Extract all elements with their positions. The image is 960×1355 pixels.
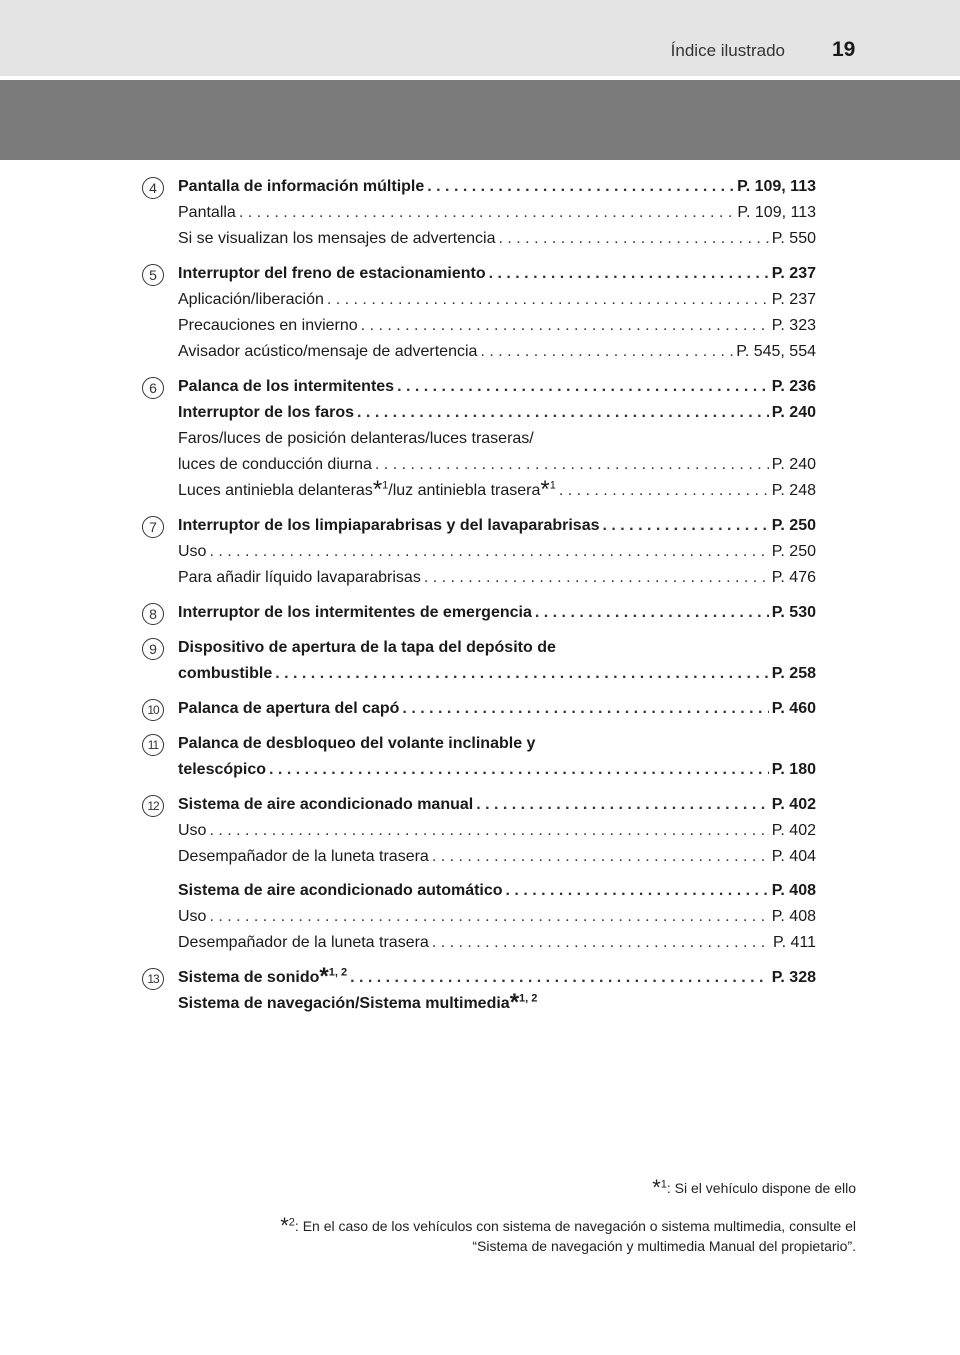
index-entry	[178, 174, 816, 200]
page-reference: P. 530	[771, 604, 816, 621]
index-group	[0, 965, 960, 1017]
index-group	[0, 600, 960, 626]
dot-leader	[427, 174, 734, 200]
index-entry	[178, 200, 816, 226]
page-reference: P. 402	[771, 822, 816, 839]
dot-leader	[506, 878, 769, 904]
entry-title: Faros/luces de posición delanteras/luces traseras/	[178, 430, 534, 447]
footnote-star: *	[540, 476, 550, 503]
footnote-2-text-line1: : En el caso de los vehículos con sistema de navegación o sistema multimedia, consulte el	[294, 1218, 856, 1234]
footnote-star: *	[319, 963, 329, 990]
page-reference: P. 180	[771, 761, 816, 778]
page-reference: P. 408	[771, 908, 816, 925]
index-entry	[178, 696, 816, 722]
entry-title-part: Sistema de navegación/Sistema multimedia	[178, 995, 510, 1012]
footnote-star: *	[652, 1175, 661, 1200]
page-reference: P. 109, 113	[737, 204, 816, 221]
entry-title: combustible	[178, 665, 273, 682]
page-reference: P. 240	[771, 404, 816, 421]
item-number-badge: 6	[142, 377, 164, 399]
entry-title: telescópico	[178, 761, 267, 778]
index-entry	[178, 313, 816, 339]
page-reference: P. 460	[771, 700, 816, 717]
index-entry	[178, 374, 816, 400]
item-number-badge: 13	[142, 968, 164, 990]
dot-leader	[209, 818, 768, 844]
entry-title: Sistema de aire acondicionado automático	[178, 882, 503, 899]
dot-leader	[327, 287, 769, 313]
item-number-badge: 9	[142, 638, 164, 660]
item-number-badge: 8	[142, 603, 164, 625]
index-entry	[178, 635, 816, 661]
index-entry	[178, 844, 816, 870]
index-entry	[178, 757, 816, 783]
index-group	[0, 261, 960, 365]
entry-title: Palanca de los intermitentes	[178, 378, 395, 395]
footnote-ref: 1	[382, 479, 389, 492]
dot-leader	[361, 313, 769, 339]
dot-leader	[357, 400, 769, 426]
item-number-badge: 7	[142, 516, 164, 538]
page-reference: P. 328	[771, 969, 816, 986]
index-entry	[178, 426, 816, 452]
page-reference: P. 404	[771, 848, 816, 865]
index-entry	[178, 991, 816, 1017]
entry-title: Avisador acústico/mensaje de advertencia	[178, 343, 478, 360]
index-entry	[178, 565, 816, 591]
entry-title: Si se visualizan los mensajes de advertencia	[178, 230, 496, 247]
page-header	[0, 0, 960, 76]
item-number-badge: 5	[142, 264, 164, 286]
dot-leader	[402, 696, 768, 722]
index-group	[0, 731, 960, 783]
page-reference: P. 236	[771, 378, 816, 395]
footnote-1-text: : Si el vehículo dispone de ello	[666, 1180, 856, 1196]
entry-title-part: Sistema de sonido	[178, 969, 320, 986]
index-group	[0, 696, 960, 722]
dot-leader	[559, 478, 769, 504]
entry-title: Pantalla de información múltiple	[178, 178, 425, 195]
page-reference: P. 240	[771, 456, 816, 473]
index-entry	[178, 400, 816, 426]
entry-title: Precauciones en invierno	[178, 317, 358, 334]
entry-title: Para añadir líquido lavaparabrisas	[178, 569, 421, 586]
index-entry	[178, 539, 816, 565]
dot-leader	[375, 452, 769, 478]
footnote-star: *	[509, 989, 520, 1016]
index-entry	[178, 818, 816, 844]
entry-title: Palanca de desbloqueo del volante inclinable y	[178, 735, 536, 752]
index-entry	[178, 452, 816, 478]
item-number-badge: 4	[142, 177, 164, 199]
index-entry	[178, 878, 816, 904]
entry-title: Desempañador de la luneta trasera	[178, 934, 429, 951]
footnote-ref: 1	[549, 479, 556, 492]
index-group	[0, 374, 960, 504]
entry-title: Uso	[178, 908, 207, 925]
page-reference: P. 250	[771, 517, 816, 534]
page-reference: P. 250	[771, 543, 816, 560]
dot-leader	[209, 904, 768, 930]
dot-leader	[397, 374, 769, 400]
page-reference: P. 248	[771, 482, 816, 499]
index-entry	[178, 930, 816, 956]
page-reference: P. 408	[771, 882, 816, 899]
item-number-badge: 10	[142, 699, 164, 721]
index-entry	[178, 287, 816, 313]
dot-leader	[476, 792, 769, 818]
dot-leader	[275, 661, 769, 687]
item-number-badge: 11	[142, 734, 164, 756]
entry-title-part: Luces antiniebla delanteras	[178, 482, 373, 499]
page-reference: P. 323	[771, 317, 816, 334]
footnote-1-number: 1	[660, 1178, 667, 1191]
footnote-star: *	[280, 1213, 289, 1238]
dot-leader	[535, 600, 769, 626]
index-entry	[178, 661, 816, 687]
page-number: 19	[832, 38, 856, 61]
index-entry	[178, 731, 816, 757]
dot-leader	[432, 844, 769, 870]
entry-title: Sistema de aire acondicionado manual	[178, 796, 474, 813]
dot-leader	[209, 539, 768, 565]
entry-title: Dispositivo de apertura de la tapa del depósito de	[178, 639, 556, 656]
header-band	[0, 80, 960, 160]
dot-leader	[424, 565, 769, 591]
dot-leader	[603, 513, 769, 539]
index-entry	[178, 478, 816, 504]
entry-title: Aplicación/liberación	[178, 291, 324, 308]
entry-title: Interruptor de los intermitentes de emergencia	[178, 604, 532, 621]
dot-leader	[269, 757, 769, 783]
entry-title: Interruptor de los limpiaparabrisas y del lavaparabrisas	[178, 517, 600, 534]
entry-title: Interruptor de los faros	[178, 404, 355, 421]
index-entry	[178, 965, 816, 991]
entry-title	[178, 991, 537, 1017]
index-entry	[178, 261, 816, 287]
section-title: Índice ilustrado	[670, 41, 785, 60]
entry-title: Uso	[178, 822, 207, 839]
dot-leader	[239, 200, 735, 226]
footnote-ref: 1, 2	[328, 966, 348, 979]
entry-title	[178, 478, 556, 504]
entry-title: Uso	[178, 543, 207, 560]
footnote-ref: 1, 2	[519, 992, 538, 1005]
index-entry	[178, 339, 816, 365]
dot-leader	[499, 226, 769, 252]
page-reference: P. 550	[771, 230, 816, 247]
index-group	[0, 513, 960, 591]
index-group	[0, 635, 960, 687]
index-entry	[178, 513, 816, 539]
footnote-2	[280, 1213, 856, 1256]
page-reference: P. 411	[772, 934, 816, 951]
footnote-1	[652, 1175, 856, 1200]
page-reference: P. 545, 554	[736, 343, 816, 360]
index-entry	[178, 904, 816, 930]
footnote-2-text-line2: “Sistema de navegación y multimedia Manual del propietario”.	[472, 1238, 856, 1254]
entry-title: Pantalla	[178, 204, 236, 221]
index-list	[0, 174, 960, 1026]
page-reference: P. 476	[771, 569, 816, 586]
index-group	[0, 792, 960, 956]
index-entry	[178, 226, 816, 252]
index-group	[0, 174, 960, 252]
page-reference: P. 109, 113	[737, 178, 816, 195]
entry-title: Interruptor del freno de estacionamiento	[178, 265, 486, 282]
index-entry	[178, 792, 816, 818]
page-reference: P. 258	[771, 665, 816, 682]
dot-leader	[432, 930, 770, 956]
entry-title: luces de conducción diurna	[178, 456, 372, 473]
dot-leader	[480, 339, 733, 365]
page-reference: P. 237	[771, 265, 816, 282]
page-reference: P. 237	[771, 291, 816, 308]
page-reference: P. 402	[771, 796, 816, 813]
item-number-badge: 12	[142, 795, 164, 817]
entry-title-part: /luz antiniebla trasera	[388, 482, 541, 499]
footnote-star: *	[372, 476, 383, 503]
dot-leader	[489, 261, 769, 287]
entry-title: Desempañador de la luneta trasera	[178, 848, 429, 865]
entry-title: Palanca de apertura del capó	[178, 700, 400, 717]
dot-leader	[350, 965, 769, 991]
entry-title	[178, 965, 347, 991]
index-entry	[178, 600, 816, 626]
footnote-2-number: 2	[288, 1216, 295, 1229]
